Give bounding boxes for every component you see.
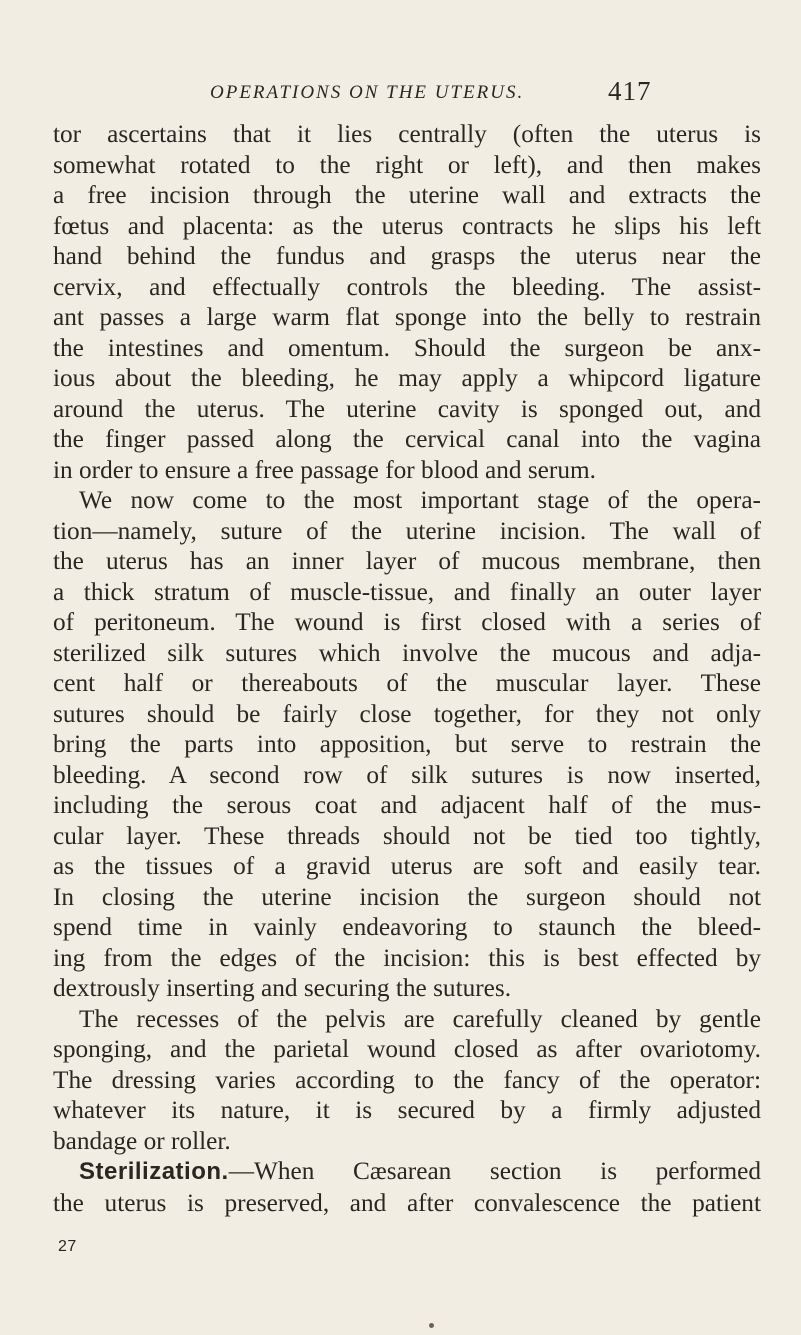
text-line: as the tissues of a gravid uterus are soft and easily tear.	[53, 852, 761, 880]
text-line: sutures should be fairly close together, for they not only	[53, 699, 761, 728]
text-line: sterilized silk sutures which involve the mucous and adja-	[53, 638, 761, 667]
paper-speck	[429, 1323, 434, 1328]
paragraph-start-line: The recesses of the pelvis are carefully cleaned by gentle	[79, 1004, 761, 1033]
text-line: cent half or thereabouts of the muscular layer. These	[53, 669, 761, 697]
text-line: ious about the bleeding, he may apply a whipcord ligature	[53, 364, 761, 392]
text-line: ant passes a large warm flat sponge into the belly to restrain	[53, 303, 761, 331]
text-line: somewhat rotated to the right or left), and then makes	[53, 150, 761, 179]
text-line: ing from the edges of the incision: this is best effected by	[53, 943, 761, 972]
text-line: tion—namely, suture of the uterine incision. The wall of	[53, 516, 761, 545]
page-number: 417	[608, 76, 652, 106]
text-line: hand behind the fundus and grasps the uterus near the	[53, 242, 761, 270]
text-line: the uterus is preserved, and after convalescence the patient	[53, 1188, 761, 1217]
running-title: OPERATIONS ON THE UTERUS.	[210, 82, 525, 103]
text-line: bring the parts into apposition, but serve to restrain the	[53, 730, 761, 758]
heading-line-text: —When Cæsarean section is performed	[228, 1157, 761, 1185]
text-line: including the serous coat and adjacent half of the mus-	[53, 791, 761, 819]
text-line: the uterus has an inner layer of mucous membrane, then	[53, 547, 761, 575]
paragraph-start-line: We now come to the most important stage of the opera-	[79, 486, 761, 514]
text-line: a thick stratum of muscle-tissue, and finally an outer layer	[53, 577, 761, 606]
text-line: fœtus and placenta: as the uterus contracts he slips his left	[53, 211, 761, 240]
section-heading-line	[53, 1156, 761, 1188]
text-line: spend time in vainly endeavoring to staunch the bleed-	[53, 913, 761, 941]
text-line: the finger passed along the cervical canal into the vagina	[53, 425, 761, 453]
text-line: bandage or roller.	[53, 1126, 231, 1155]
body-text	[53, 119, 761, 1218]
text-line: dextrously inserting and securing the sutures.	[53, 974, 512, 1002]
running-head	[210, 76, 660, 116]
text-line: The dressing varies according to the fancy of the operator:	[53, 1065, 761, 1094]
text-line: the intestines and omentum. Should the surgeon be anx-	[53, 333, 761, 362]
text-line: of peritoneum. The wound is first closed with a series of	[53, 608, 761, 636]
text-line: tor ascertains that it lies centrally (often the uterus is	[53, 120, 761, 148]
text-line: a free incision through the uterine wall and extracts the	[53, 181, 761, 209]
text-line: cular layer. These threads should not be tied too tightly,	[53, 821, 761, 850]
text-line: around the uterus. The uterine cavity is sponged out, and	[53, 394, 761, 423]
text-line: In closing the uterine incision the surgeon should not	[53, 882, 761, 911]
text-line: in order to ensure a free passage for blood and serum.	[53, 455, 596, 484]
text-line: sponging, and the parietal wound closed as after ovariotomy.	[53, 1035, 761, 1063]
side-heading: Sterilization.	[79, 1158, 229, 1185]
text-line: whatever its nature, it is secured by a firmly adjusted	[53, 1096, 761, 1124]
text-line: cervix, and effectually controls the bleeding. The assist-	[53, 272, 761, 301]
signature-mark: 27	[58, 1238, 77, 1255]
text-line: bleeding. A second row of silk sutures is now inserted,	[53, 760, 761, 789]
